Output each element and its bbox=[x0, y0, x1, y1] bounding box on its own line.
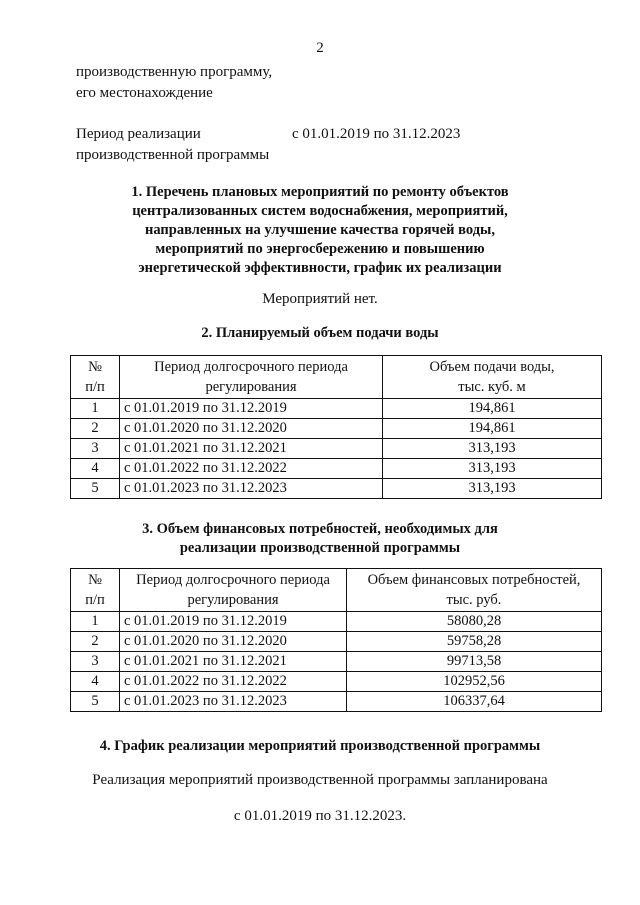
row-num: 2 bbox=[71, 632, 120, 652]
row-num: 5 bbox=[71, 479, 120, 499]
header-text: № bbox=[88, 572, 102, 588]
table-row bbox=[71, 612, 602, 632]
intro-line: производственную программу, bbox=[76, 64, 273, 80]
period-value: с 01.01.2019 по 31.12.2023 bbox=[292, 126, 461, 142]
heading-line: мероприятий по энергосбережению и повышению bbox=[155, 241, 485, 257]
table-row bbox=[71, 672, 602, 692]
header-text: Период долгосрочного периода bbox=[136, 572, 330, 588]
row-value: 102952,56 bbox=[347, 672, 602, 692]
row-num: 3 bbox=[71, 652, 120, 672]
period-label bbox=[76, 124, 269, 166]
section-4-heading: 4. График реализации мероприятий производственной программы bbox=[99, 738, 541, 754]
header-text: № bbox=[88, 359, 102, 375]
header-text: п/п bbox=[85, 592, 105, 608]
row-value: 106337,64 bbox=[347, 692, 602, 712]
heading-line: энергетической эффективности, график их реализации bbox=[138, 260, 502, 276]
row-num: 4 bbox=[71, 672, 120, 692]
section-2-heading: 2. Планируемый объем подачи воды bbox=[201, 325, 439, 341]
header-num bbox=[71, 356, 120, 399]
header-num bbox=[71, 569, 120, 612]
row-num: 2 bbox=[71, 419, 120, 439]
header-text: Период долгосрочного периода bbox=[154, 359, 348, 375]
row-value: 313,193 bbox=[383, 459, 602, 479]
section-4-date: с 01.01.2019 по 31.12.2023. bbox=[233, 808, 407, 824]
intro-text bbox=[76, 62, 272, 104]
row-period: с 01.01.2022 по 31.12.2022 bbox=[120, 459, 383, 479]
heading-line: реализации производственной программы bbox=[179, 540, 461, 556]
header-text: Объем подачи воды, bbox=[429, 359, 555, 375]
page-number: 2 bbox=[316, 40, 324, 56]
row-num: 1 bbox=[71, 399, 120, 419]
table-row bbox=[71, 459, 602, 479]
row-value: 59758,28 bbox=[347, 632, 602, 652]
table-header-row bbox=[71, 569, 602, 612]
row-period: с 01.01.2020 по 31.12.2020 bbox=[120, 632, 347, 652]
heading-line: централизованных систем водоснабжения, мероприятий, bbox=[132, 203, 508, 219]
row-period: с 01.01.2023 по 31.12.2023 bbox=[120, 479, 383, 499]
heading-line: 1. Перечень плановых мероприятий по ремонту объектов bbox=[131, 184, 509, 200]
header-text: п/п bbox=[85, 379, 105, 395]
row-value: 313,193 bbox=[383, 479, 602, 499]
table-row bbox=[71, 439, 602, 459]
header-value bbox=[383, 356, 602, 399]
heading-line: 3. Объем финансовых потребностей, необходимых для bbox=[142, 521, 498, 537]
section-1-heading bbox=[40, 183, 600, 278]
header-period bbox=[120, 569, 347, 612]
table-row bbox=[71, 479, 602, 499]
table-row bbox=[71, 632, 602, 652]
row-value: 99713,58 bbox=[347, 652, 602, 672]
row-period: с 01.01.2021 по 31.12.2021 bbox=[120, 439, 383, 459]
row-value: 194,861 bbox=[383, 399, 602, 419]
header-value bbox=[347, 569, 602, 612]
table-header-row bbox=[71, 356, 602, 399]
header-text: регулирования bbox=[187, 592, 279, 608]
section-3-heading bbox=[40, 520, 600, 558]
row-period: с 01.01.2023 по 31.12.2023 bbox=[120, 692, 347, 712]
row-period: с 01.01.2020 по 31.12.2020 bbox=[120, 419, 383, 439]
row-value: 58080,28 bbox=[347, 612, 602, 632]
row-period: с 01.01.2022 по 31.12.2022 bbox=[120, 672, 347, 692]
heading-line: направленных на улучшение качества горячей воды, bbox=[144, 222, 495, 238]
header-text: тыс. руб. bbox=[446, 592, 502, 608]
row-value: 313,193 bbox=[383, 439, 602, 459]
table-row bbox=[71, 399, 602, 419]
table-row bbox=[71, 652, 602, 672]
header-period bbox=[120, 356, 383, 399]
header-text: регулирования bbox=[205, 379, 297, 395]
table-row bbox=[71, 692, 602, 712]
row-num: 1 bbox=[71, 612, 120, 632]
header-text: тыс. куб. м bbox=[458, 379, 526, 395]
section-4-text: Реализация мероприятий производственной программы запланирована bbox=[92, 772, 548, 788]
intro-line: его местонахождение bbox=[76, 85, 213, 101]
row-num: 4 bbox=[71, 459, 120, 479]
row-value: 194,861 bbox=[383, 419, 602, 439]
row-period: с 01.01.2019 по 31.12.2019 bbox=[120, 399, 383, 419]
row-num: 5 bbox=[71, 692, 120, 712]
period-label-line: Период реализации bbox=[76, 126, 201, 142]
row-period: с 01.01.2019 по 31.12.2019 bbox=[120, 612, 347, 632]
row-period: с 01.01.2021 по 31.12.2021 bbox=[120, 652, 347, 672]
section-1-text: Мероприятий нет. bbox=[262, 291, 378, 307]
financial-needs-table bbox=[70, 568, 602, 712]
header-text: Объем финансовых потребностей, bbox=[367, 572, 581, 588]
row-num: 3 bbox=[71, 439, 120, 459]
table-row bbox=[71, 419, 602, 439]
period-label-line: производственной программы bbox=[76, 147, 270, 163]
water-supply-table bbox=[70, 355, 602, 499]
